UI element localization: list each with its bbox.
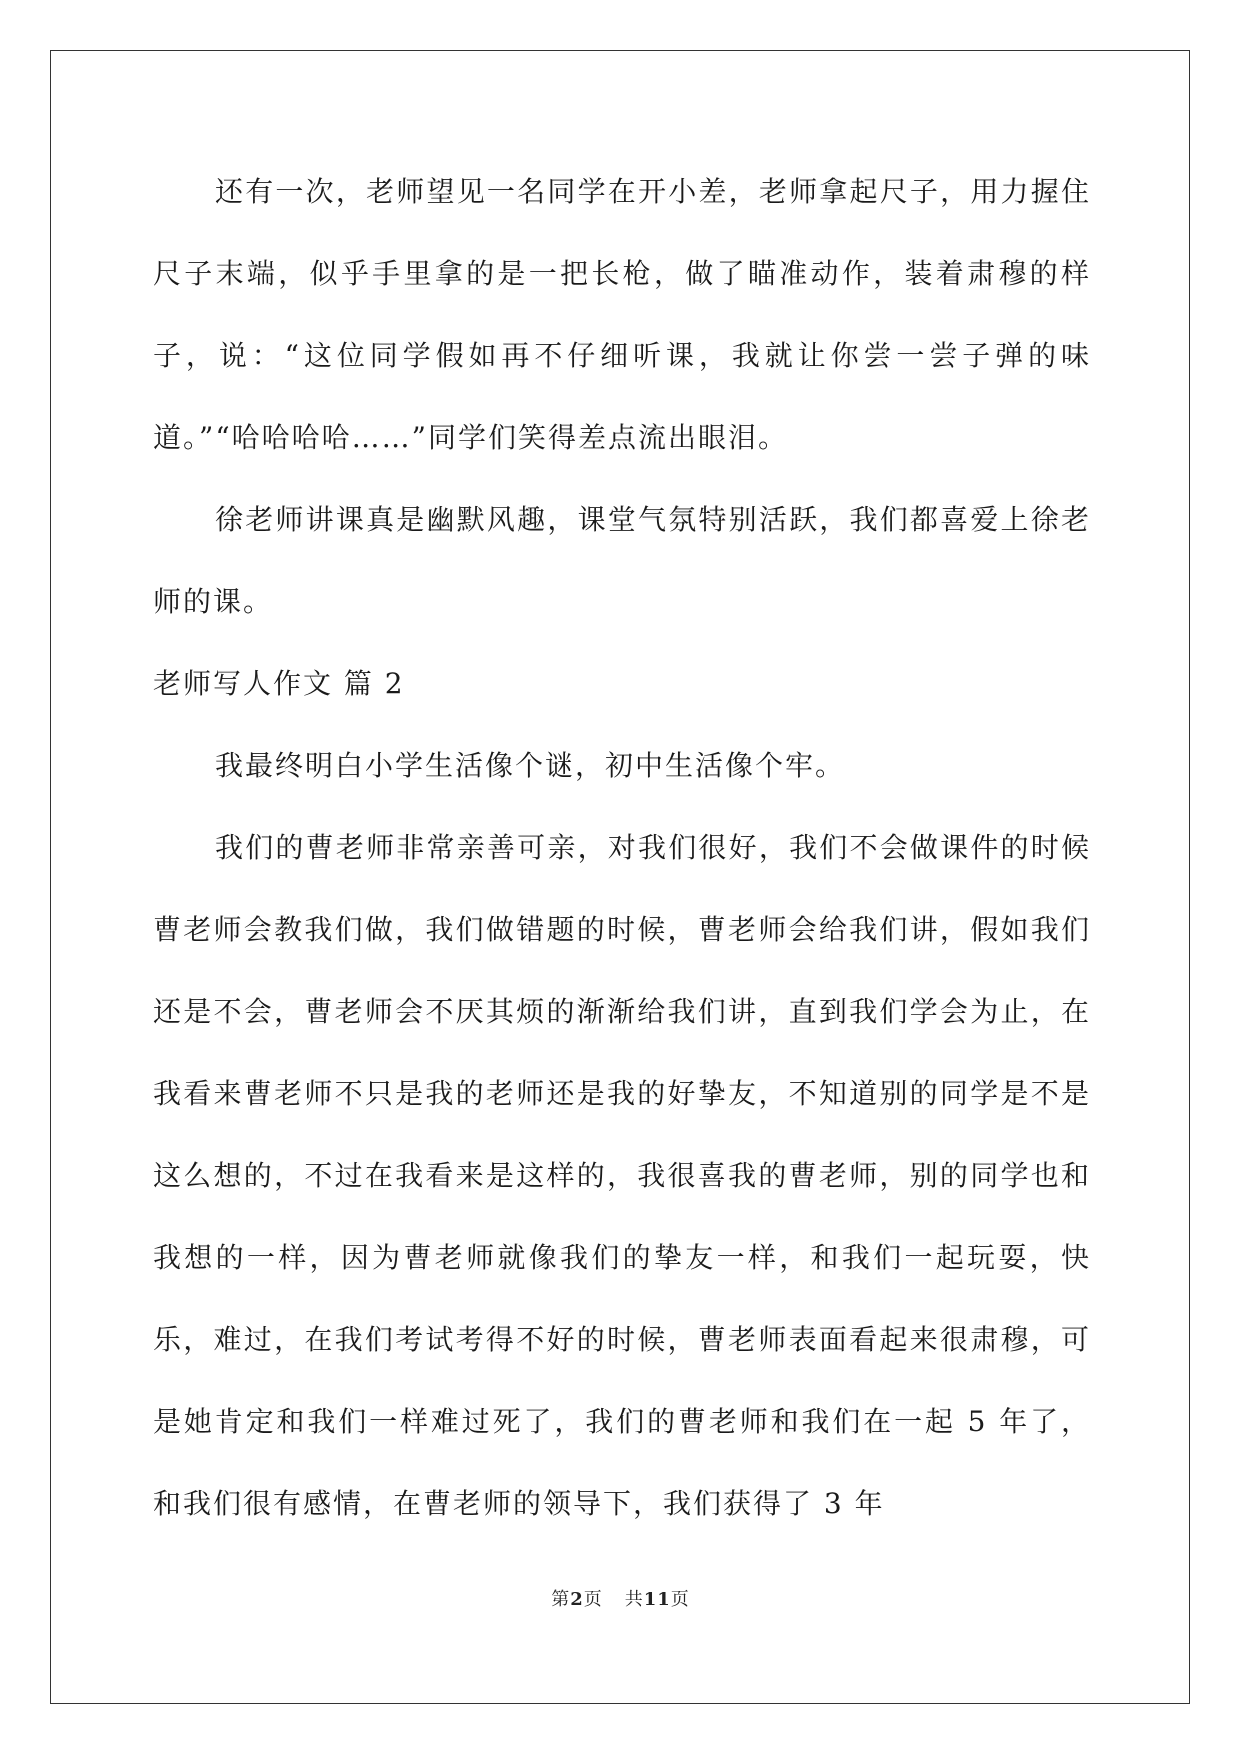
paragraph-xu-teacher-class: 徐老师讲课真是幽默风趣，课堂气氛特别活跃，我们都喜爱上徐老师的课。 [153,503,1091,618]
total-suffix: 页 [670,1589,690,1610]
paragraph-cao-teacher: 我们的曹老师非常亲善可亲，对我们很好，我们不会做课件的时候曹老师会教我们做，我们做错题的时候，曹老师会给我们讲，假如我们还是不会，曹老师会不厌其烦的渐渐给我们讲，直到我们学会为止，在我看来曹老师不只是我的老师还是我的好挚友，不知道别的同学是不是这么想的，不过在我看来是这样的，我很喜我的曹老师，别的同学也和我想的一样，因为曹老师就像我们的挚友一样，和我们一起玩耍，快乐，难过，在我们考试考得不好的时候，曹老师表面看起来很肃穆，可是她肯定和我们一样难过死了，我们的曹老师和我们在一起 5 年了，和我们很有感情，在曹老师的领导下，我们获得了 3 年 [153,831,1091,1520]
paragraph-teacher-ruler-story: 还有一次，老师望见一名同学在开小差，老师拿起尺子，用力握住尺子末端，似乎手里拿的是一把长枪，做了瞄准动作，装着肃穆的样子，说：“这位同学假如再不仔细听课，我就让你尝一尝子弹的味道。”“哈哈哈哈……”同学们笑得差点流出眼泪。 [153,175,1091,454]
paragraph-school-life: 我最终明白小学生活像个谜，初中生活像个牢。 [215,749,846,782]
total-prefix: 共 [624,1589,644,1610]
page-footer [0,1585,1241,1611]
page-suffix: 页 [583,1589,603,1610]
total-pages: 11 [643,1589,671,1610]
page-prefix: 第 [551,1589,571,1610]
section-heading: 老师写人作文 篇 2 [153,667,405,700]
page-number: 2 [570,1589,584,1610]
